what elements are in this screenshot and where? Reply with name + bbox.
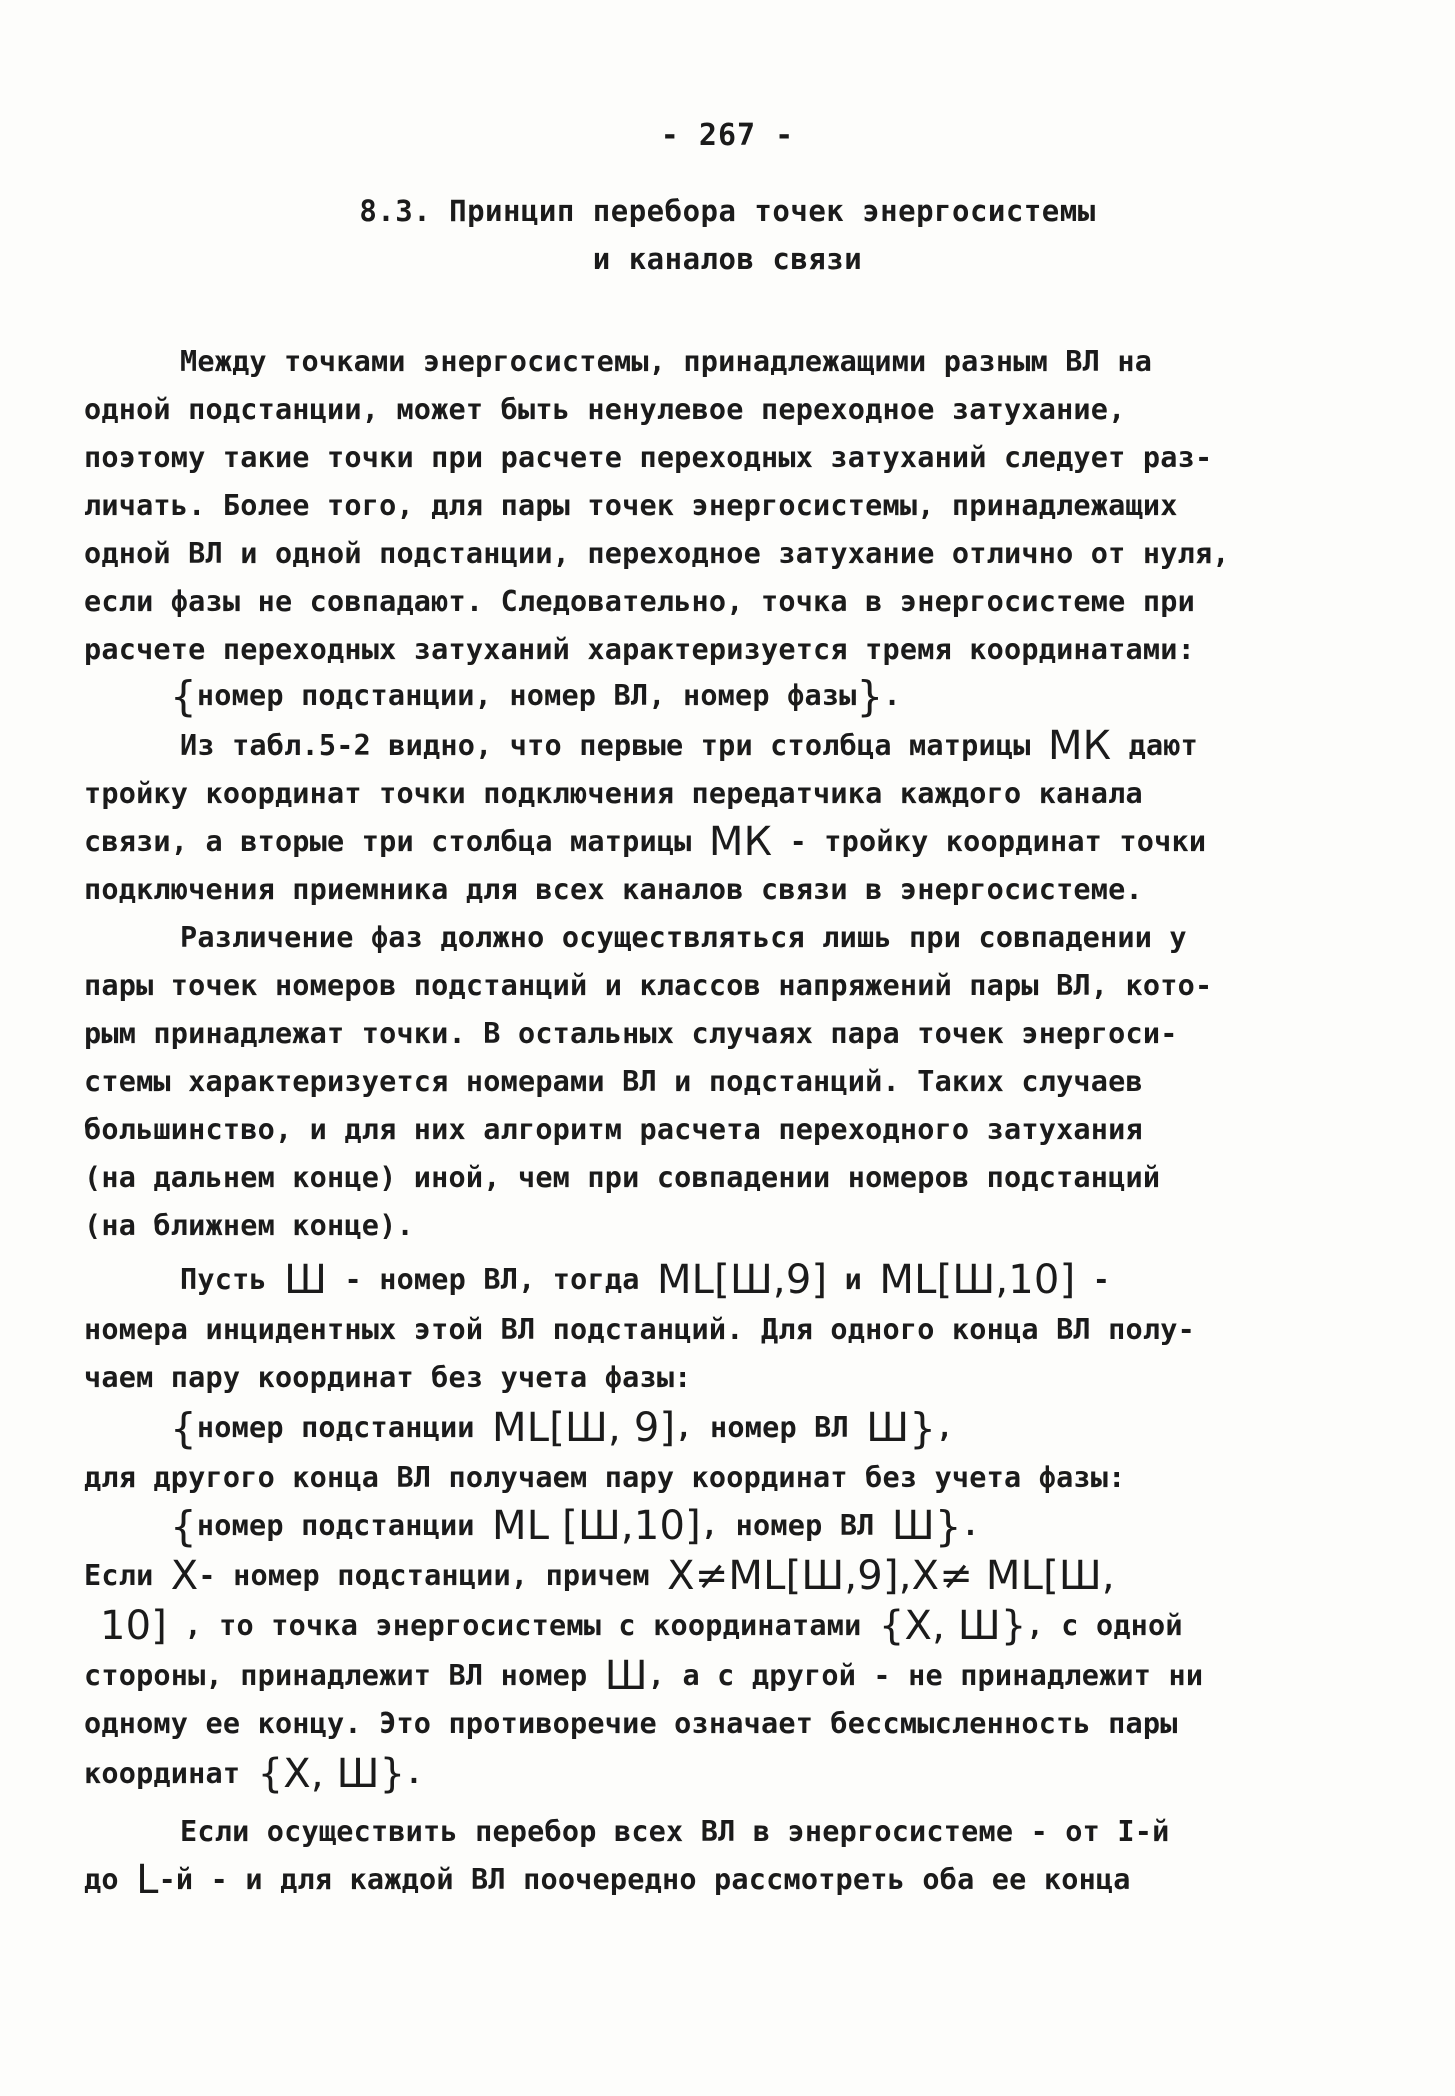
text-line: поэтому такие точки при расчете переходных затуханий следует раз- bbox=[84, 441, 1213, 474]
text-line: стемы характеризуется номерами ВЛ и подстанций. Таких случаев bbox=[84, 1065, 1143, 1098]
text-line: Если X- номер подстанции, причем X≠ML[Ш,9],X≠ ML[Ш, bbox=[84, 1553, 1115, 1599]
matrix-mk: МК bbox=[708, 819, 773, 865]
page-number: - 267 - bbox=[660, 118, 795, 153]
text-line: расчете переходных затуханий характеризуется тремя координатами: bbox=[84, 633, 1195, 666]
text-line: Если осуществить перебор всех ВЛ в энергосистеме - от I-й bbox=[180, 1815, 1170, 1848]
text-line: если фазы не совпадают. Следовательно, точка в энергосистеме при bbox=[84, 585, 1195, 618]
formula-x-neq-1: X≠ML[Ш,9], bbox=[667, 1553, 912, 1599]
coordinate-triple: номер подстанции, номер ВЛ, номер фазы bbox=[196, 679, 857, 712]
text-line: 10] , то точка энергосистемы с координатами {X, Ш}, с одной bbox=[100, 1603, 1183, 1649]
text-line: подключения приемника для всех каналов связи в энергосистеме. bbox=[84, 873, 1143, 906]
text-line: координат {X, Ш}. bbox=[84, 1751, 423, 1797]
text-line: пары точек номеров подстанций и классов напряжений пары ВЛ, кото- bbox=[84, 969, 1213, 1002]
text-line: для другого конца ВЛ получаем пару координат без учета фазы: bbox=[84, 1461, 1126, 1494]
text-line-pair-2: {номер подстанции ML [Ш,10], номер ВЛ Ш}. bbox=[170, 1502, 980, 1551]
text-line: Пусть Ш - номер ВЛ, тогда ML[Ш,9] и ML[Ш,10] - bbox=[180, 1257, 1111, 1303]
formula-ml-9b: ML[Ш, 9] bbox=[492, 1405, 676, 1451]
formula-x-neq-2: X≠ ML[Ш, bbox=[911, 1553, 1115, 1599]
text-line-coordinates: {номер подстанции, номер ВЛ, номер фазы}. bbox=[170, 672, 901, 721]
var-l: L bbox=[136, 1857, 159, 1903]
var-sh: Ш bbox=[604, 1653, 648, 1699]
text-line: одному ее концу. Это противоречие означает бессмысленность пары bbox=[84, 1707, 1178, 1740]
var-sh: Ш bbox=[284, 1257, 328, 1303]
left-brace: { bbox=[170, 672, 197, 721]
set-x-sh: {X, Ш} bbox=[878, 1603, 1027, 1649]
text-line: большинство, и для них алгоритм расчета переходного затухания bbox=[84, 1113, 1143, 1146]
section-heading-line-2: и каналов связи bbox=[592, 242, 863, 276]
text-line: одной подстанции, может быть ненулевое переходное затухание, bbox=[84, 393, 1126, 426]
text-line: чаем пару координат без учета фазы: bbox=[84, 1361, 692, 1394]
formula-ml-10: ML[Ш,10] bbox=[879, 1257, 1076, 1303]
text-line: рым принадлежат точки. В остальных случаях пара точек энергоси- bbox=[84, 1017, 1178, 1050]
matrix-mk: МК bbox=[1047, 723, 1112, 769]
section-heading-line-1: 8.3. Принцип перебора точек энергосистемы bbox=[359, 194, 1096, 228]
set-x-sh: {X, Ш} bbox=[257, 1751, 406, 1797]
var-sh: Ш bbox=[891, 1503, 935, 1549]
right-brace: } bbox=[856, 672, 884, 721]
text-line: (на дальнем конце) иной, чем при совпадении номеров подстанций bbox=[84, 1161, 1161, 1194]
text-line: Между точками энергосистемы, принадлежащими разным ВЛ на bbox=[180, 345, 1153, 378]
text-line: (на ближнем конце). bbox=[84, 1209, 414, 1242]
text-line: личать. Более того, для пары точек энергосистемы, принадлежащих bbox=[84, 489, 1178, 522]
text-line-pair-1: {номер подстанции ML[Ш, 9], номер ВЛ Ш}, bbox=[170, 1404, 954, 1453]
text-line: стороны, принадлежит ВЛ номер Ш, а с другой - не принадлежит ни bbox=[84, 1653, 1204, 1699]
var-sh: Ш bbox=[866, 1405, 910, 1451]
formula-ml-10b: ML [Ш,10] bbox=[492, 1503, 701, 1549]
text-line: Различение фаз должно осуществляться лишь при совпадении у bbox=[180, 921, 1187, 954]
text-line: связи, а вторые три столбца матрицы МК - тройку координат точки bbox=[84, 819, 1207, 865]
text-line: до L-й - и для каждой ВЛ поочередно рассмотреть оба ее конца bbox=[84, 1857, 1131, 1903]
text-line: номера инцидентных этой ВЛ подстанций. Для одного конца ВЛ полу- bbox=[84, 1313, 1195, 1346]
text-line: одной ВЛ и одной подстанции, переходное затухание отлично от нуля, bbox=[84, 537, 1230, 570]
var-x: X bbox=[170, 1553, 199, 1599]
formula-ml-9: ML[Ш,9] bbox=[656, 1257, 828, 1303]
text-line: Из табл.5-2 видно, что первые три столбца матрицы МК дают bbox=[180, 723, 1199, 769]
text-line: тройку координат точки подключения передатчика каждого канала bbox=[84, 777, 1143, 810]
